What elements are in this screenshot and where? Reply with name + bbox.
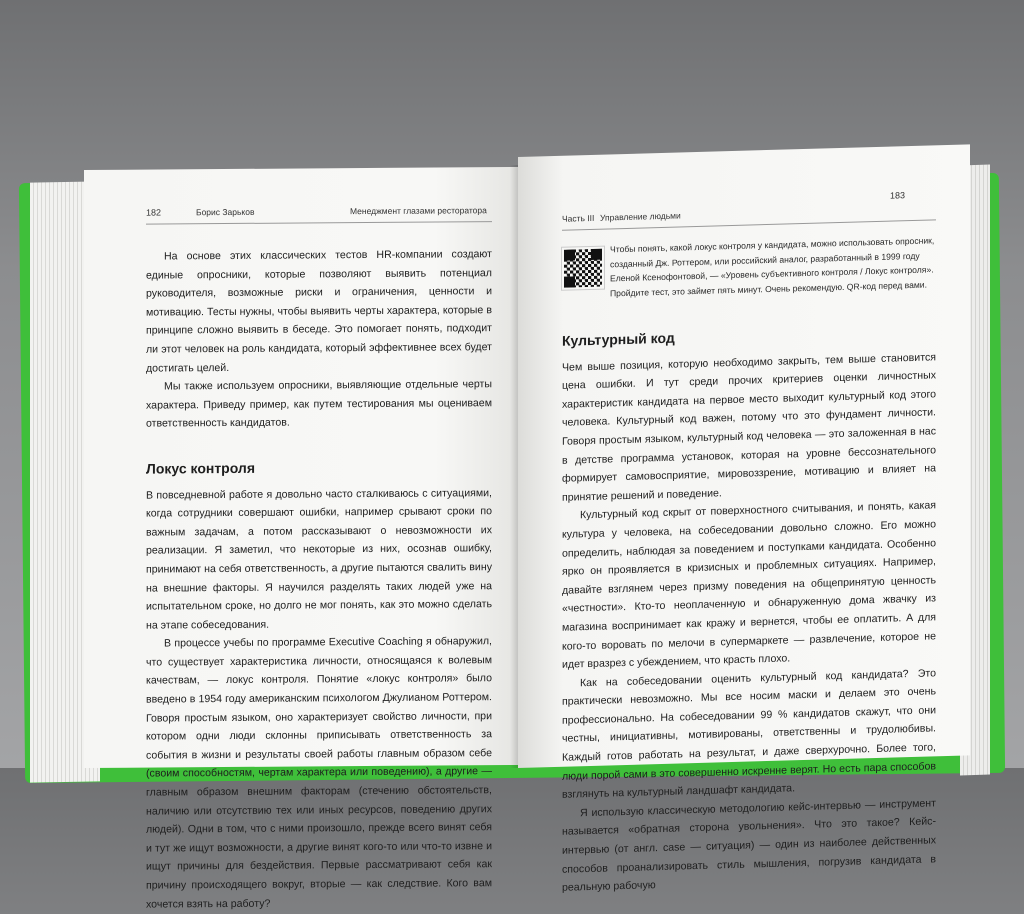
running-head-author: Борис Зарьков xyxy=(196,206,255,218)
header-rule-left xyxy=(146,221,492,224)
page-number-right: 183 xyxy=(890,190,906,201)
section-title-culture-code: Культурный код xyxy=(562,329,675,349)
paragraph: Чем выше позиция, которую необходимо закрыть, тем выше становится цена ошибки. И тут среди прочих критериев оценки личностных характеристик кандидата на первое место выходит культурный код этого человека. Культурный код важен, потому что это фундамент личности. Говоря простым языком, культурный код человека — это заложенная в нас в детстве программа установок, которая на уровне бессознательного формирует самовосприятие, мировоззрение, мотивацию и влияет на принятие решений и поведение. xyxy=(562,350,936,504)
left-page-body xyxy=(146,245,492,914)
running-head-part-title: Управление людьми xyxy=(600,210,681,223)
qr-code-icon xyxy=(562,247,604,290)
paragraph: Как на собеседовании оценить культурный код кандидата? Это практически невозможно. Мы все носим маски и делаем это очень профессионально. На собеседовании 99 % кандидатов скажут, что они честны, инициативны, мотивированы, ответственны и трудолюбивы. Каждый готов работать на результат, и даже сверхурочно. Более того, люди порой сами в это совершенно искренне верят. Но есть пара способов взглянуть на культурный ландшафт кандидата. xyxy=(562,667,936,802)
paragraph: Культурный код скрыт от поверхностного считывания, и понять, какая культура у человека, на собеседовании довольно сложно. Его можно определить, наблюдая за поведением и поступками кандидата. Особенно ярко он проявляется в кризисных и проблемных ситуациях. Например, давайте взглянем через призму поведения на общепринятую ценность «честности». Кто-то неоплаченную и обнаруженную дома жвачку из магазина воспринимает как кражу и вернется, чтобы ее оплатить. А для кого-то воровать по мелочи в супермаркете — развлечение, которое не идет вразрез с убеждением, что красть плохо. xyxy=(562,499,936,671)
paragraph: Мы также используем опросники, выявляющие отдельные черты характера. Приведу пример, как путем тестирования мы оцениваем ответственность кандидатов. xyxy=(146,378,492,430)
right-page-body xyxy=(562,321,936,897)
page-number-left: 182 xyxy=(146,207,162,218)
paragraph: В повседневной работе я довольно часто сталкиваюсь с ситуациями, когда сотрудники совершают ошибки, например срывают сроки по важным задачам, а потом рассказывают о невозможности их реализации. Я заметил, что некоторые из них, осознав ошибку, принимают на себя ответственность, а другие пытаются свалить вину на внешние факторы. Я научился разделять таких людей уже на испытательном сроке, но долго не мог понять, как это можно сделать на этапе собеседования. xyxy=(146,486,492,632)
section-title-locus: Локус контроля xyxy=(146,459,255,477)
paragraph: На основе этих классических тестов HR-компании создают единые опросники, которые позволяют выявить потенциал руководителя, возможные риски и ограничения, ценности и мотивацию. Тесты нужны, чтобы выявить черты характера, которые в принципе сложно выявить в беседе. Это помогает понять, подходит ли этот человек на роль кандидата, который эффективнее всех будет достигать целей. xyxy=(146,248,492,375)
paragraph: Я использую классическую методологию кейс-интервью — инструмент называется «обратная сторона увольнения». Что это такое? Кейс-интервью (от англ. case — ситуация) — один из наиболее действенных способов проанализировать стиль мышления, погрузив кандидата в реальную рабочую xyxy=(562,797,936,894)
left-page xyxy=(84,167,522,911)
running-head-book-title: Менеджмент глазами ресторатора xyxy=(350,205,487,217)
right-page xyxy=(518,144,970,894)
qr-note: Чтобы понять, какой локус контроля у кандидата, можно использовать опросник, созданный Дж. Роттером, или российский аналог, разработанный в 1999 году Еленой Ксенофонтовой, — «Уровень субъективного контроля / Локус контроля». Пройдите тест, это займет пять минут. Очень рекомендую. QR-код перед вами. xyxy=(610,235,935,299)
running-head-part-label: Часть III xyxy=(562,212,595,224)
paragraph: В процессе учебы по программе Executive Coaching я обнаружил, что существует характеристика личности, относящаяся к волевым качествам, — локус контроля. Понятие «локус контроля» было введено в 1954 году американским психологом Джулианом Роттером. Говоря простым языком, оно характеризует свойство личности, при котором одни люди склонны приписывать ответственность за события в жизни и результаты своей работы главным образом себе (своим способностям, чертам характера или поведению), а другие — главным образом внешним факторам (стечению обстоятельств, наличию или отсутствию тех или иных ресурсов, поведению других людей). Одни в том, что с ними произошло, прежде всего винят себя и тут же ищут возможности, а другие винят кого-то или что-то извне и ищут причины для бездействия. Первые рассматривают себя как причину происходящего вокруг, вторые — как следствие. Кого вам хочется взять на работу? xyxy=(146,635,492,911)
